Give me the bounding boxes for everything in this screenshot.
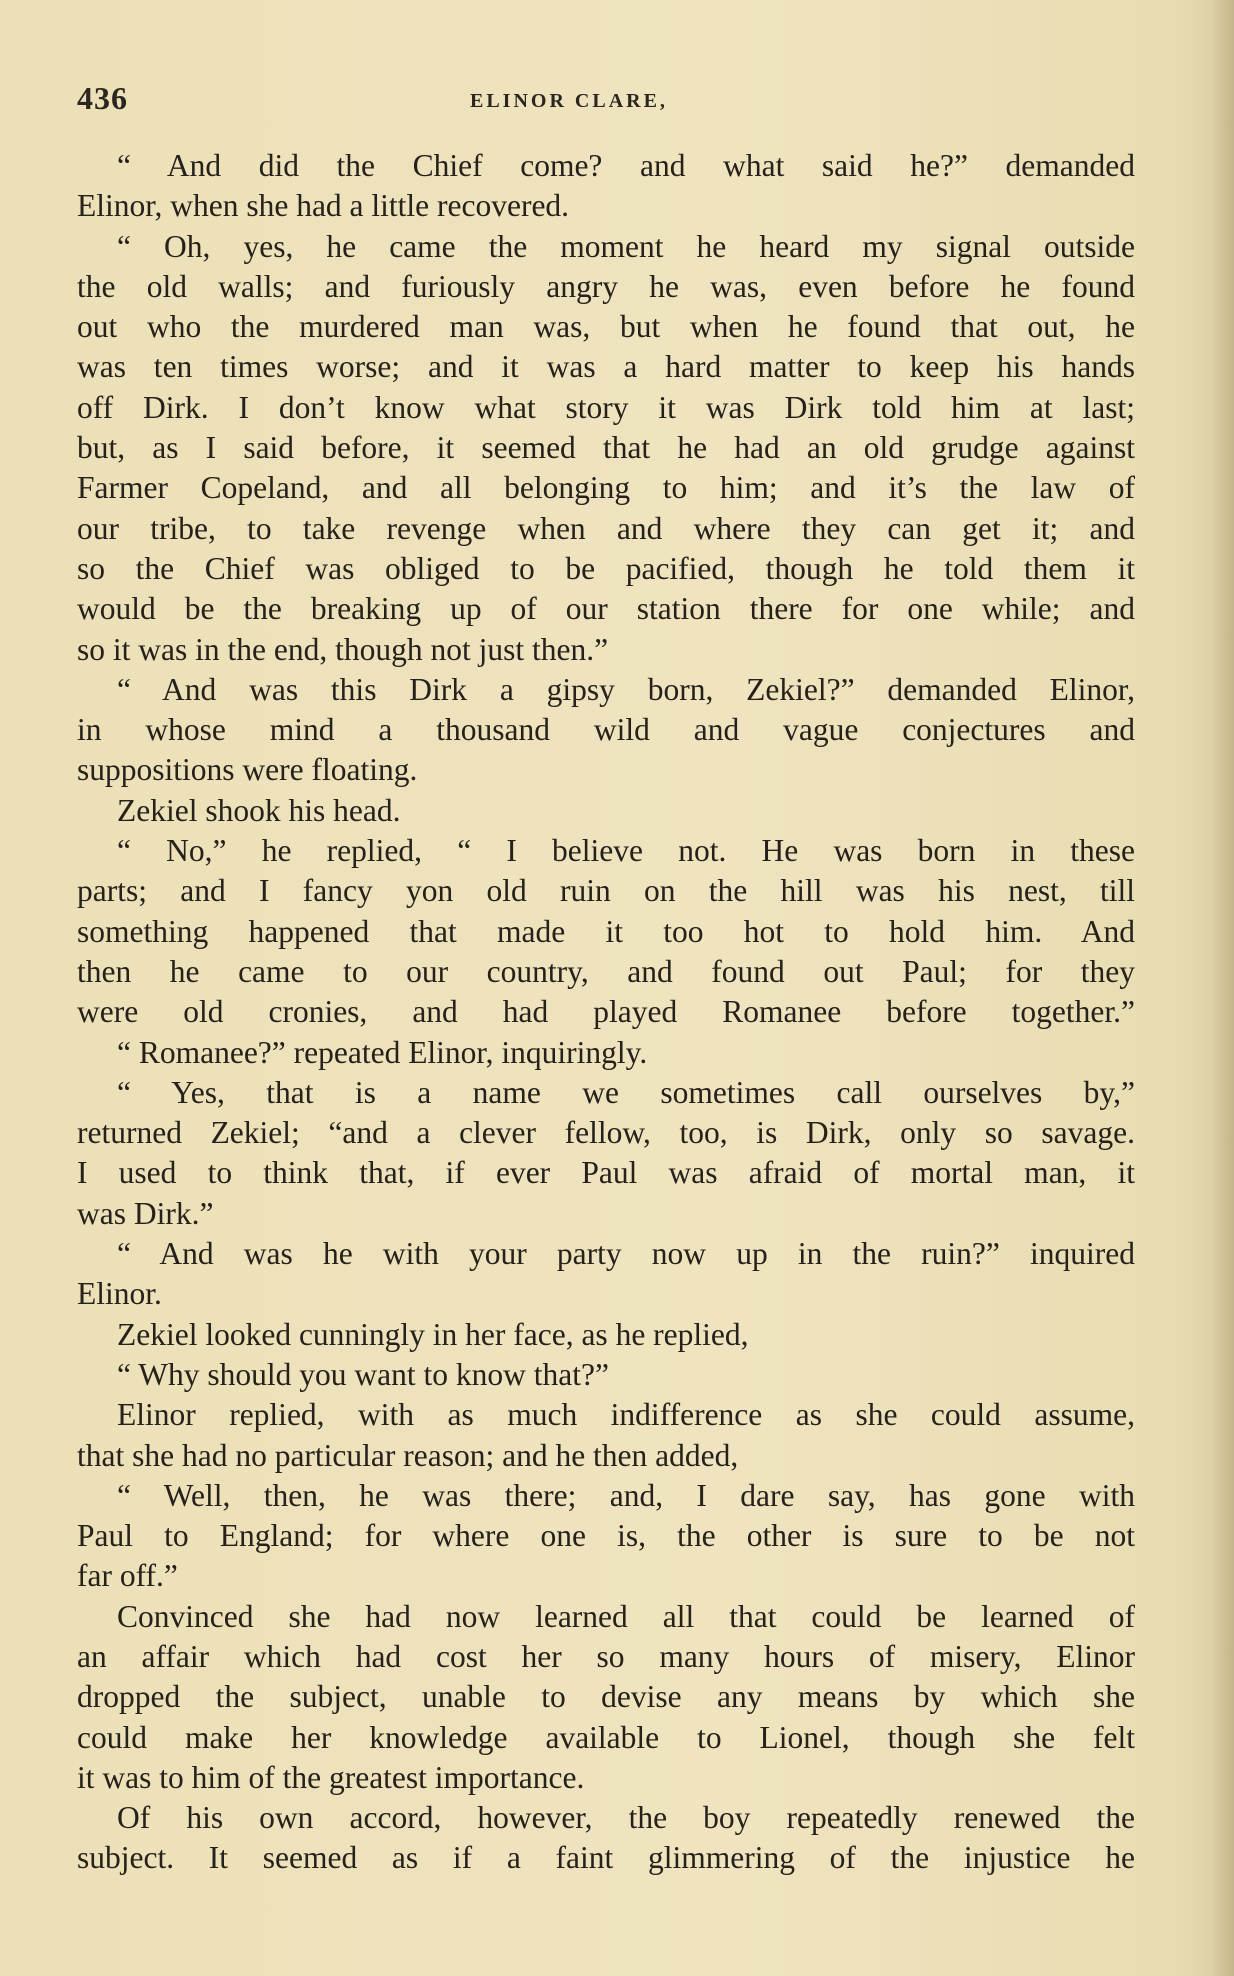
text-line: was ten times worse; and it was a hard matter to keep his hands: [77, 349, 1135, 385]
text-line: that she had no particular reason; and he then added,: [77, 1437, 739, 1473]
text-line: then he came to our country, and found out Paul; for they: [77, 953, 1135, 989]
text-line: Zekiel shook his head.: [117, 792, 401, 828]
text-line: “ Why should you want to know that?”: [117, 1356, 609, 1392]
text-line: Elinor replied, with as much indifference as she could assume,: [117, 1397, 1135, 1433]
text-line: I used to think that, if ever Paul was afraid of mortal man, it: [77, 1155, 1135, 1191]
text-line: Elinor.: [77, 1276, 162, 1312]
text-line: “ Well, then, he was there; and, I dare say, has gone with: [117, 1477, 1135, 1513]
text-line: returned Zekiel; “and a clever fellow, too, is Dirk, only so savage.: [77, 1115, 1135, 1151]
page-header: [77, 80, 1137, 130]
text-line: would be the breaking up of our station there for one while; and: [77, 591, 1135, 627]
text-line: it was to him of the greatest importance.: [77, 1759, 585, 1795]
text-line: were old cronies, and had played Romanee before together.”: [77, 994, 1135, 1030]
text-line: dropped the subject, unable to devise any means by which she: [77, 1679, 1135, 1715]
text-line: was Dirk.”: [77, 1195, 214, 1231]
text-line: Paul to England; for where one is, the other is sure to be not: [77, 1518, 1135, 1554]
text-line: so the Chief was obliged to be pacified, though he told them it: [77, 550, 1135, 586]
text-line: in whose mind a thousand wild and vague conjectures and: [77, 712, 1135, 748]
body-text: [77, 146, 1135, 1879]
text-line: Convinced she had now learned all that could be learned of: [117, 1598, 1135, 1634]
text-line: “ Romanee?” repeated Elinor, inquiringly.: [117, 1034, 648, 1070]
page-number: 436: [77, 80, 128, 116]
text-line: out who the murdered man was, but when he found that out, he: [77, 309, 1135, 345]
text-line: our tribe, to take revenge when and where they can get it; and: [77, 510, 1135, 546]
text-line: Farmer Copeland, and all belonging to him; and it’s the law of: [77, 470, 1135, 506]
text-line: Zekiel looked cunningly in her face, as he replied,: [117, 1316, 749, 1352]
text-line: “ And was this Dirk a gipsy born, Zekiel?” demanded Elinor,: [117, 671, 1135, 707]
text-line: the old walls; and furiously angry he was, even before he found: [77, 268, 1135, 304]
text-line: so it was in the end, though not just then.”: [77, 631, 609, 667]
text-line: “ Oh, yes, he came the moment he heard my signal outside: [117, 228, 1135, 264]
text-line: “ And did the Chief come? and what said he?” demanded: [117, 148, 1135, 183]
text-line: something happened that made it too hot to hold him. And: [77, 913, 1135, 949]
text-line: could make her knowledge available to Lionel, though she felt: [77, 1719, 1135, 1755]
text-line: “ No,” he replied, “ I believe not. He was born in these: [117, 833, 1135, 869]
text-line: an affair which had cost her so many hours of misery, Elinor: [77, 1638, 1135, 1674]
text-line: “ And was he with your party now up in the ruin?” inquired: [117, 1236, 1135, 1272]
text-line: parts; and I fancy yon old ruin on the hill was his nest, till: [77, 873, 1135, 909]
text-line: subject. It seemed as if a faint glimmering of the injustice he: [77, 1840, 1135, 1876]
page-edge-shadow: [1210, 0, 1234, 1976]
text-line: suppositions were floating.: [77, 752, 418, 788]
text-line: “ Yes, that is a name we sometimes call ourselves by,”: [117, 1074, 1135, 1110]
text-line: Elinor, when she had a little recovered.: [77, 188, 570, 224]
running-title: ELINOR CLARE,: [470, 90, 668, 112]
text-line: Of his own accord, however, the boy repeatedly renewed the: [117, 1800, 1135, 1836]
text-line: but, as I said before, it seemed that he had an old grudge against: [77, 430, 1135, 466]
text-line: far off.”: [77, 1558, 178, 1594]
text-line: off Dirk. I don’t know what story it was Dirk told him at last;: [77, 389, 1135, 425]
